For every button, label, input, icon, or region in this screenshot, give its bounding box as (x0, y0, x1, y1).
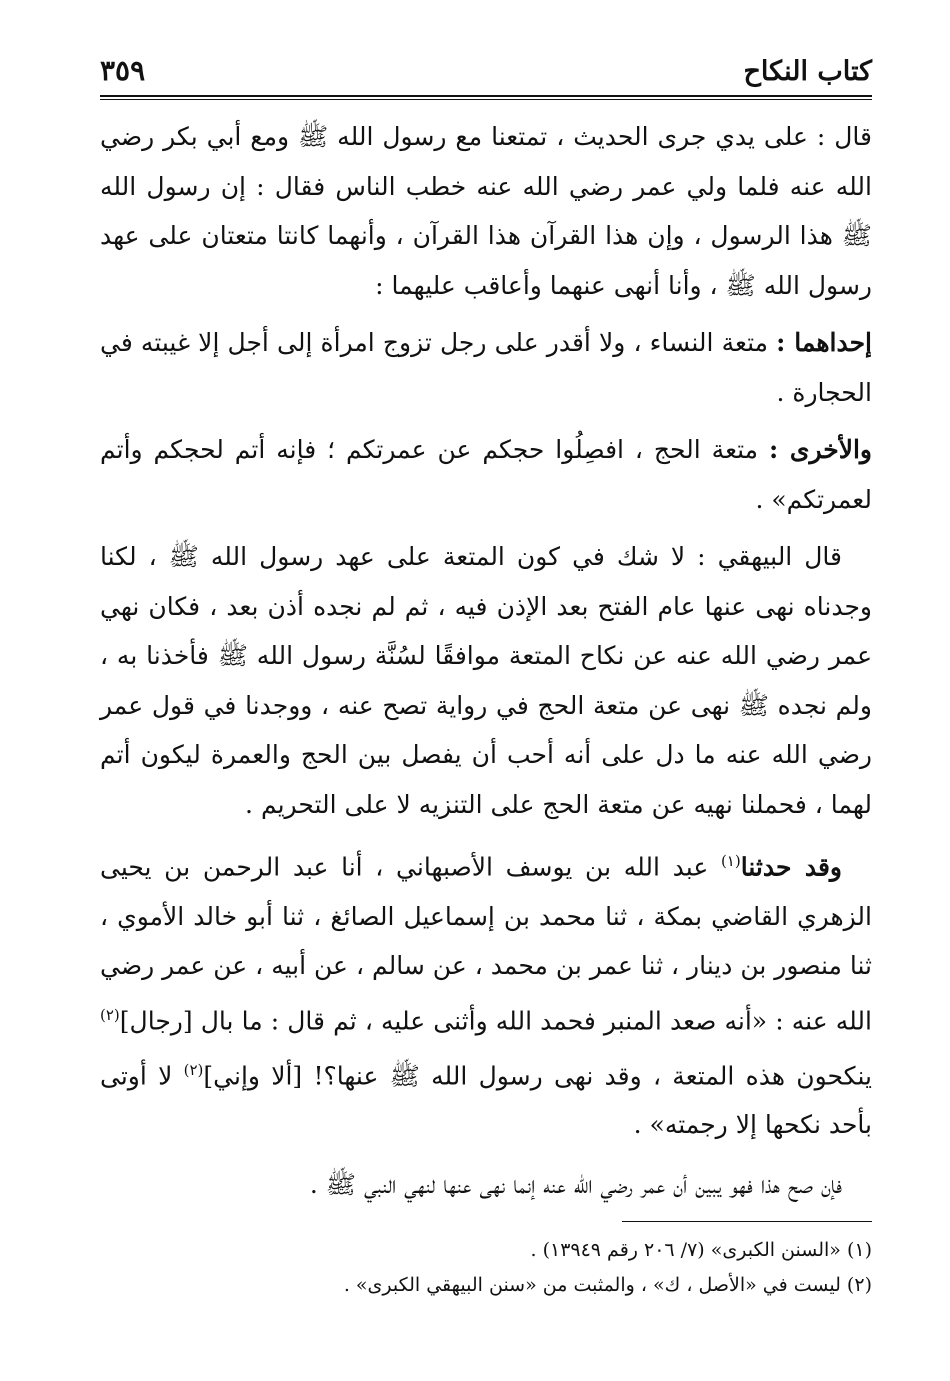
paragraph-3-text: متعة الحج ، افصِلُوا حجكم عن عمرتكم ؛ فإنه أتم لحجكم وأتم لعمرتكم» . (100, 435, 872, 514)
page-number: ٣٥٩ (100, 54, 146, 87)
paragraph-4: قال البيهقي : لا شك في كون المتعة على عهد رسول الله ﷺ ، لكنا وجدناه نهى عنها عام الفتح بعد الإذن فيه ، ثم لم نجده أذن بعد ، فكان نهي عمر رضي الله عنه عن نكاح المتعة موافقًا لسُنَّة رسول الله ﷺ فأخذنا به ، ولم نجده ﷺ نهى عن متعة الحج في رواية تصح عنه ، ووجدنا في قول عمر رضي الله عنه ما دل على أنه أحب أن يفصل بين الحج والعمرة ليكون أتم لهما ، فحملنا نهيه عن متعة الحج على التنزيه لا على التحريم . (100, 542, 872, 819)
paragraph-5-text: عبد الله بن يوسف الأصبهاني ، أنا عبد الرحمن بن يحيى الزهري القاضي بمكة ، ثنا محمد بن إسماعيل الصائغ ، ثنا أبو خالد الأموي ، ثنا منصور بن دينار ، ثنا عمر بن محمد ، عن سالم ، عن أبيه ، عن عمر رضي الله عنه : «أنه صعد المنبر فحمد الله وأثنى عليه ، ثم قال : ما بال [رجال] (100, 852, 872, 1036)
main-text (100, 112, 872, 1217)
paragraph-2-text: متعة النساء ، ولا أقدر على رجل تزوج امرأة إلى أجل إلا غيبته في الحجارة . (100, 328, 872, 407)
header-rule-thin (100, 99, 872, 100)
footnote-ref-2b: (٢) (183, 1060, 204, 1079)
paragraph-3-lead: والأخرى : (768, 435, 872, 464)
paragraph-2 (100, 318, 872, 417)
paragraph-5-lead: وقد حدثنا (740, 852, 843, 882)
paragraph-2-lead: إحداهما : (776, 328, 873, 357)
footnote-ref-2: (٢) (100, 1005, 120, 1024)
paragraph-1: قال : على يدي جرى الحديث ، تمتعنا مع رسول الله ﷺ ومع أبي بكر رضي الله عنه فلما ولي عمر رضي الله عنه خطب الناس فقال : إن رسول الله ﷺ هذا الرسول ، وإن هذا القرآن هذا القرآن ، وأنهما كانتا متعتان على عهد رسول الله ﷺ ، وأنا أنهى عنهما وأعاقب عليهما : (100, 122, 872, 300)
paragraph-5 (100, 837, 872, 1150)
footnote-2: (٢) ليست في «الأصل ، ك» ، والمثبت من «سنن البيهقي الكبرى» . (343, 1274, 872, 1296)
paragraph-5-text-2: ينكحون هذه المتعة ، وقد نهى رسول الله ﷺ عنها؟! [ألا وإني] (203, 1060, 872, 1090)
footnote-1: (١) «السنن الكبرى» (٧/ ٢٠٦ رقم ١٣٩٤٩) . (530, 1239, 872, 1261)
footnote-ref-1: (١) (720, 852, 741, 870)
paragraph-3 (100, 425, 872, 524)
header-rule (100, 95, 872, 97)
chapter-title: كتاب النكاح (743, 56, 872, 87)
paragraph-5-text-3: لا أوتى بأحد نكحها إلا رجمته» . (100, 1060, 872, 1140)
paragraph-6: فإن صح هذا فهو يبين أن عمر رضي الله عنه إنما نهى عنها لنهي النبي ﷺ . (309, 1169, 842, 1199)
footnote-rule (622, 1221, 872, 1222)
footnotes (100, 1233, 872, 1303)
